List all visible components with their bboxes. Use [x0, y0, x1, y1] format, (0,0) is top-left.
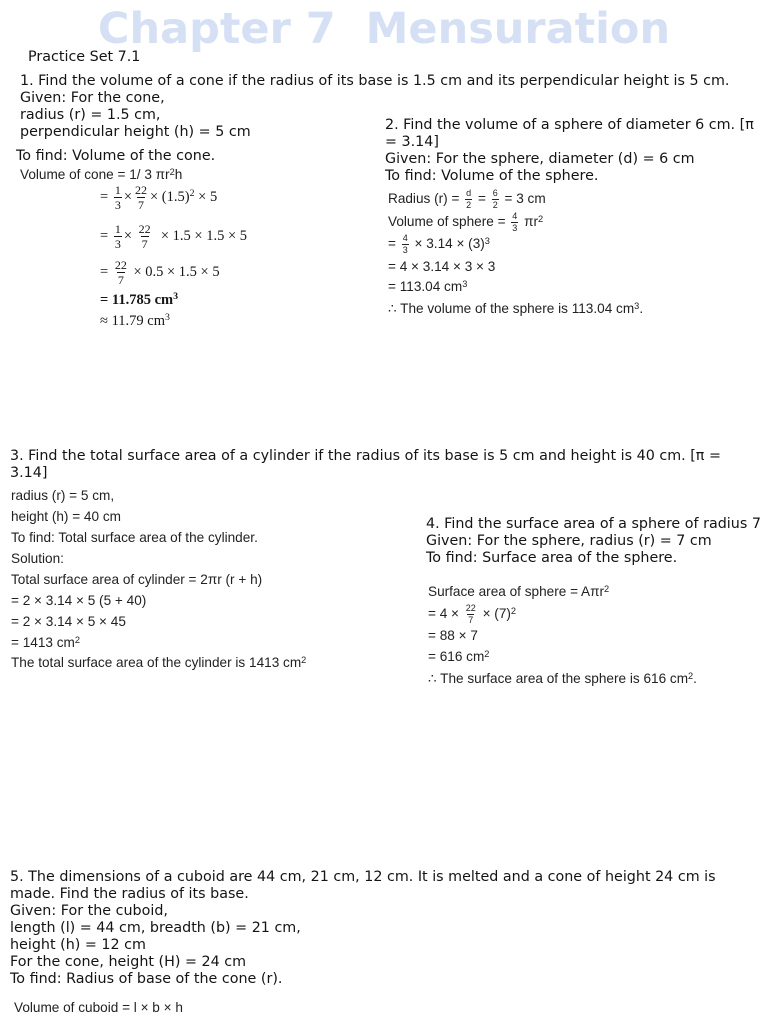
- question-4-block: [426, 516, 761, 567]
- fraction-numerator: 4: [512, 210, 518, 221]
- question-3-step-2: [11, 611, 126, 633]
- question-3-solution-label: [11, 548, 64, 570]
- question-1-step-1: [100, 182, 217, 212]
- fraction-denominator: 3: [402, 244, 408, 255]
- math-text: = 2 × 3.14 × 5 (5 + 40): [11, 593, 147, 609]
- page-title: Chapter 7 Mensuration: [97, 4, 671, 54]
- question-4-formula: [428, 581, 609, 603]
- question-1-given-height: perpendicular height (h) = 5 cm: [20, 124, 251, 140]
- question-1-step-3: [100, 257, 220, 287]
- question-2-step-2: [388, 211, 543, 233]
- fraction-denominator: 3: [512, 222, 518, 233]
- fraction-numerator: 6: [492, 187, 498, 198]
- fraction: [114, 223, 122, 250]
- question-4-answer: [428, 668, 697, 690]
- question-3-formula: [11, 569, 262, 591]
- math-text: = 11.785 $cm^3$: [100, 290, 179, 308]
- question-3-step-3: [11, 632, 80, 654]
- math-text: Surface area of sphere = Aπr$^2$: [428, 583, 610, 600]
- math-text: =: [474, 191, 490, 207]
- fraction-denominator: 7: [117, 272, 124, 287]
- superscript: 2: [484, 648, 490, 659]
- question-2-step-5: [388, 276, 467, 298]
- question-5-given-height: height (h) = 12 cm: [10, 937, 146, 953]
- fraction-numerator: 22: [138, 221, 151, 236]
- math-text: × 5: [194, 188, 218, 205]
- fraction-denominator: 3: [114, 197, 121, 212]
- question-3-given-radius: [11, 485, 114, 507]
- fraction: [402, 234, 409, 255]
- fraction-numerator: 1: [114, 182, 121, 197]
- fraction: [138, 223, 152, 250]
- question-3-block: [10, 448, 721, 482]
- math-text: = 4 ×: [428, 606, 463, 622]
- math-text: ×: [123, 227, 136, 244]
- math-text: =: [100, 263, 112, 280]
- question-4-to-find: To find: Surface area of the sphere.: [426, 550, 678, 566]
- superscript: 3: [462, 278, 468, 289]
- question-2-step-4: [388, 256, 495, 278]
- math-text: = 88 × 7: [428, 628, 478, 644]
- question-3-to-find: [11, 527, 258, 549]
- question-5-text-line-1: 5. The dimensions of a cuboid are 44 cm, 21 cm, 12 cm. It is melted and a cone of height 24 cm is: [10, 869, 716, 885]
- fraction-numerator: 1: [114, 221, 121, 236]
- question-1-text: 1. Find the volume of a cone if the radius of its base is 1.5 cm and its perpendicular height is 5 cm.: [20, 73, 730, 89]
- question-2-given: Given: For the sphere, diameter (d) = 6 cm: [385, 151, 695, 167]
- superscript: 2: [169, 166, 175, 177]
- question-2-block: [385, 117, 754, 185]
- fraction-numerator: 4: [402, 232, 408, 243]
- question-2-answer: [388, 298, 643, 320]
- question-5-text-line-2: made. Find the radius of its base.: [10, 886, 249, 902]
- math-text: $\pi r^2$: [520, 213, 544, 230]
- fraction: [465, 189, 472, 210]
- math-text: = 113.04 $cm^3$: [388, 278, 468, 295]
- fraction-denominator: 7: [138, 197, 144, 212]
- fraction-numerator: 22: [135, 182, 147, 197]
- superscript: 2: [189, 187, 195, 199]
- math-text: = 616 $cm^2$: [428, 648, 490, 665]
- question-2-step-3: [388, 233, 490, 255]
- math-text: h: [174, 167, 183, 183]
- math-text: × 0.5 × 1.5 × 5: [129, 263, 220, 280]
- superscript: 3: [173, 290, 179, 302]
- math-text: = 3 cm: [500, 191, 546, 207]
- question-5-block: [10, 869, 716, 988]
- math-text: =: [100, 188, 112, 205]
- question-3-step-1: [11, 590, 146, 612]
- question-5-given-dimensions: length (l) = 44 cm, breadth (b) = 21 cm,: [10, 920, 301, 936]
- math-text: Radius (r) =: [388, 191, 464, 207]
- question-4-step-2: [428, 625, 478, 647]
- question-1-given-radius: radius (r) = 1.5 cm,: [20, 107, 161, 123]
- fraction-numerator: 22: [465, 602, 476, 613]
- question-5-formula: [14, 997, 183, 1019]
- superscript: 2: [74, 634, 80, 645]
- question-2-text-line-2: = 3.14]: [385, 134, 439, 150]
- math-text: =: [100, 227, 112, 244]
- superscript: 2: [510, 605, 517, 616]
- math-text: .: [693, 671, 697, 687]
- superscript: 2: [604, 583, 610, 594]
- question-2-text-line-1: 2. Find the volume of a sphere of diameter 6 cm. [π: [385, 117, 754, 133]
- question-4-given: Given: For the sphere, radius (r) = 7 cm: [426, 533, 712, 549]
- math-text: To find: Total surface area of the cylinder.: [11, 530, 258, 546]
- fraction: [511, 212, 518, 233]
- question-3-text-line-1: 3. Find the total surface area of a cylinder if the radius of its base is 5 cm and height is 40 cm. [π =: [10, 448, 721, 464]
- math-text: Total surface area of cylinder = 2πr (r + h): [11, 572, 263, 588]
- math-text: Volume of cone = 1/ 3 $\pi r^2$: [20, 166, 175, 183]
- superscript: 2: [688, 670, 694, 681]
- question-5-to-find: To find: Radius of base of the cone (r).: [10, 971, 283, 987]
- math-text: The total surface area of the cylinder is 1413 $cm^2$: [11, 654, 307, 671]
- math-text: ∴ The volume of the sphere is 113.04 $cm^3$: [388, 300, 640, 317]
- superscript: 2: [301, 654, 307, 665]
- question-3-answer: [11, 652, 306, 674]
- superscript: 3: [634, 300, 640, 311]
- math-text: = 4 × 3.14 × 3 × 3: [388, 259, 496, 275]
- question-1-answer: [100, 306, 170, 336]
- question-1-given-heading: Given: For the cone,: [20, 90, 165, 106]
- question-2-to-find: To find: Volume of the sphere.: [385, 168, 599, 184]
- fraction: [134, 184, 148, 211]
- superscript: 3: [165, 311, 170, 323]
- math-text: Volume of cuboid = l × b × h: [14, 1000, 183, 1016]
- math-text: height (h) = 40 cm: [11, 509, 121, 525]
- superscript: 2: [538, 213, 544, 224]
- fraction-denominator: 2: [492, 199, 498, 210]
- math-text: ∴ The surface area of the sphere is 616 $cm^2$: [428, 670, 694, 687]
- math-text: × $(1.5)^2$: [150, 187, 195, 205]
- practice-set-label: Practice Set 7.1: [28, 49, 141, 65]
- fraction-denominator: 7: [141, 236, 148, 251]
- question-4-step-3: [428, 646, 489, 668]
- fraction-numerator: 22: [114, 257, 127, 272]
- question-4-text: 4. Find the surface area of a sphere of radius 7: [426, 516, 761, 532]
- math-text: = 2 × 3.14 × 5 × 45: [11, 614, 126, 630]
- superscript: 3: [484, 235, 490, 246]
- math-text: = 1413 $cm^2$: [11, 634, 80, 651]
- fraction: [465, 604, 477, 625]
- fraction: [114, 184, 122, 211]
- question-4-step-1: [428, 603, 516, 625]
- question-2-step-1: [388, 188, 546, 210]
- math-text: × $3.14 \times (3)^3$: [410, 235, 490, 252]
- question-3-text-line-2: 3.14]: [10, 465, 48, 481]
- math-text: Volume of sphere =: [388, 214, 510, 230]
- question-3-given-height: [11, 506, 121, 528]
- fraction-denominator: 2: [466, 199, 472, 210]
- question-5-given-cone-height: For the cone, height (H) = 24 cm: [10, 954, 247, 970]
- fraction: [114, 259, 128, 286]
- question-1-step-2: [100, 221, 247, 251]
- math-text: .: [639, 301, 644, 317]
- fraction-numerator: d: [466, 187, 472, 198]
- math-text: × $(7)^2$: [478, 605, 517, 622]
- question-5-given-heading: Given: For the cuboid,: [10, 903, 168, 919]
- math-text: × 1.5 × 1.5 × 5: [153, 227, 248, 244]
- math-text: ×: [123, 188, 132, 205]
- math-text: Solution:: [11, 551, 64, 567]
- fraction-denominator: 3: [114, 236, 121, 251]
- math-text: ≈ 11.79 $cm^3$: [100, 311, 170, 329]
- fraction-denominator: 7: [468, 614, 474, 625]
- fraction: [492, 189, 499, 210]
- math-text: =: [388, 236, 400, 252]
- question-1-to-find: To find: Volume of the cone.: [16, 148, 216, 164]
- math-text: radius (r) = 5 cm,: [11, 488, 115, 504]
